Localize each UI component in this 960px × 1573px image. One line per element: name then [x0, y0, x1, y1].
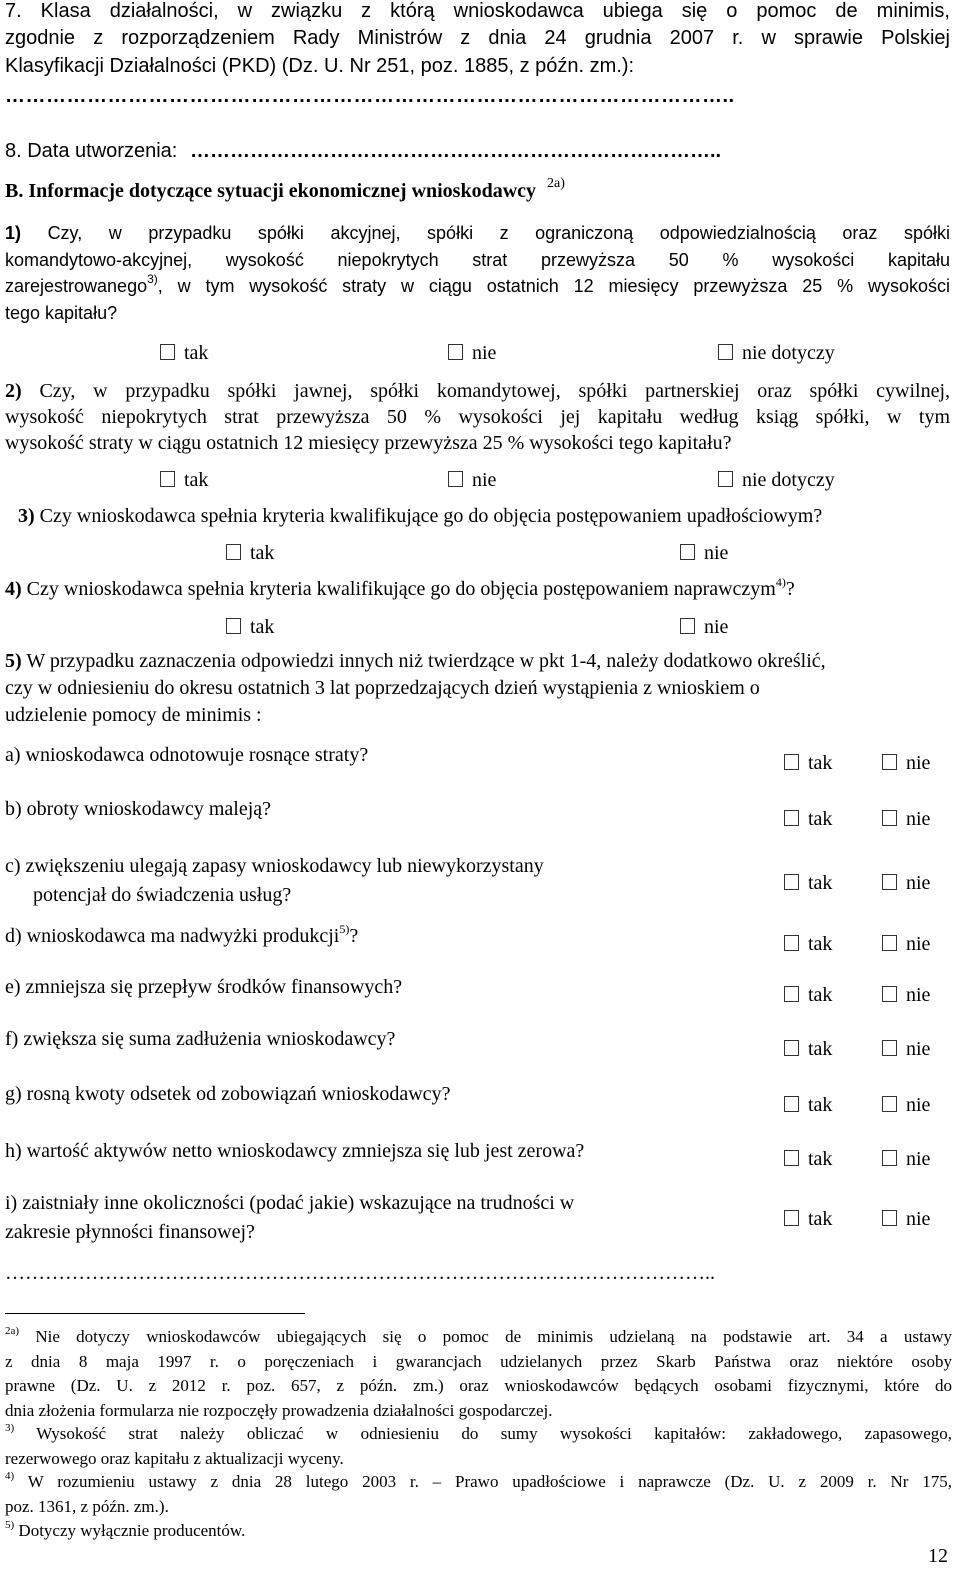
checkbox-icon — [718, 471, 733, 487]
checkbox-icon — [882, 754, 897, 770]
footnote-2a-line4: dnia złożenia formularza nie rozpoczęły prowadzenia działalności gospodarczej. — [5, 1401, 553, 1420]
checkbox-icon — [448, 471, 463, 487]
checkbox-icon — [784, 874, 799, 890]
q1-option-tak[interactable]: tak — [160, 342, 208, 365]
q4-text: 4) Czy wnioskodawca spełnia kryteria kwalifikujące go do objęcia postępowaniem naprawczym$^{4)}$? — [5, 575, 795, 600]
subq-b: b) obroty wnioskodawcy maleją? — [5, 798, 272, 820]
q1-line3: zarejestrowanego$^{3)}$, w tym wysokość straty w ciągu ostatnich 12 miesięcy przewyższa 25 % wysokości — [5, 272, 950, 296]
subq-g-nie[interactable]: nie — [882, 1094, 930, 1117]
q1-line2: komandytowo-akcyjnej, wysokość niepokrytych strat przewyższa 50 % wysokości kapitału — [5, 250, 950, 270]
footnote-4-line1: $^{4)}$ W rozumieniu ustawy z dnia 28 lutego 2003 r. – Prawo upadłościowe i naprawcze (Dz. U. z 2009 r. Nr 175, — [5, 1470, 952, 1491]
q1-line4: tego kapitału? — [5, 303, 118, 323]
subq-d: d) wnioskodawca ma nadwyżki produkcji$^{5)}$? — [5, 922, 359, 947]
q3-option-tak[interactable]: tak — [226, 542, 274, 565]
sec7-line3: Klasyfikacji Działalności (PKD) (Dz. U. Nr 251, poz. 1885, z późn. zm.): — [5, 55, 635, 77]
date-dots: …………………………………………………………………….. — [190, 140, 722, 162]
subq-b-tak[interactable]: tak — [784, 808, 832, 831]
subq-f-tak[interactable]: tak — [784, 1038, 832, 1061]
checkbox-icon — [226, 544, 241, 560]
subq-e-tak[interactable]: tak — [784, 984, 832, 1007]
checkbox-icon — [160, 471, 175, 487]
subq-f: f) zwiększa się suma zadłużenia wnioskodawcy? — [5, 1028, 396, 1050]
subq-c-tak[interactable]: tak — [784, 872, 832, 895]
q2-line2: wysokość niepokrytych strat przewyższa 50 % wysokości jej kapitału według ksiąg spółki, w tym — [5, 406, 950, 428]
footnote-2a-line3: prawne (Dz. U. z 2012 r. poz. 657, z późn. zm.) oraz wnioskodawców będących osobami fizycznymi, które do — [5, 1376, 952, 1395]
checkbox-icon — [680, 618, 695, 634]
subq-d-tak[interactable]: tak — [784, 933, 832, 956]
checkbox-icon — [680, 544, 695, 560]
subq-e-nie[interactable]: nie — [882, 984, 930, 1007]
sec7-line2: zgodnie z rozporządzeniem Rady Ministrów z dnia 24 grudnia 2007 r. w sprawie Polskiej — [5, 27, 950, 49]
subq-a: a) wnioskodawca odnotowuje rosnące straty? — [5, 744, 369, 766]
checkbox-icon — [448, 344, 463, 360]
q2-option-nie-dotyczy[interactable]: nie dotyczy — [718, 469, 835, 492]
q5-line1: 5) W przypadku zaznaczenia odpowiedzi innych niż twierdzące w pkt 1-4, należy dodatkowo określić, — [5, 650, 826, 672]
date-label: 8. Data utworzenia: — [5, 140, 178, 162]
trailing-dots: …………………………………………………………………………………………….. — [5, 1262, 715, 1284]
subq-i-line2: zakresie płynności finansowej? — [5, 1221, 255, 1243]
checkbox-icon — [784, 1096, 799, 1112]
q4-option-nie[interactable]: nie — [680, 616, 728, 639]
checkbox-icon — [784, 1150, 799, 1166]
checkbox-icon — [784, 1210, 799, 1226]
subq-c-line1: c) zwiększeniu ulegają zapasy wnioskodawcy lub niewykorzystany — [5, 855, 544, 877]
subq-i-tak[interactable]: tak — [784, 1208, 832, 1231]
checkbox-icon — [882, 810, 897, 826]
subq-c-nie[interactable]: nie — [882, 872, 930, 895]
subq-i-line1: i) zaistniały inne okoliczności (podać jakie) wskazujące na trudności w — [5, 1192, 575, 1214]
checkbox-icon — [882, 1096, 897, 1112]
subq-h: h) wartość aktywów netto wnioskodawcy zmniejsza się lub jest zerowa? — [5, 1140, 585, 1162]
checkbox-icon — [160, 344, 175, 360]
q2-line3: wysokość straty w ciągu ostatnich 12 miesięcy przewyższa 25 % wysokości tego kapitału? — [5, 432, 732, 454]
q1-option-nie-dotyczy[interactable]: nie dotyczy — [718, 342, 835, 365]
subq-b-nie[interactable]: nie — [882, 808, 930, 831]
subq-e: e) zmniejsza się przepływ środków finansowych? — [5, 976, 403, 998]
section-b-sup: 2a) — [547, 176, 565, 191]
sec7-line1: 7. Klasa działalności, w związku z którą wnioskodawca ubiega się o pomoc de minimis, — [5, 0, 950, 22]
q5-line2: czy w odniesieniu do okresu ostatnich 3 lat poprzedzających dzień wystąpienia z wnioskiem o — [5, 677, 760, 699]
subq-g: g) rosną kwoty odsetek od zobowiązań wnioskodawcy? — [5, 1083, 451, 1105]
footnote-3-line2: rezerwowego oraz kapitału z aktualizacji wyceny. — [5, 1449, 344, 1468]
page-number: 12 — [928, 1545, 948, 1567]
subq-a-tak[interactable]: tak — [784, 752, 832, 775]
subq-h-nie[interactable]: nie — [882, 1148, 930, 1171]
checkbox-icon — [784, 754, 799, 770]
checkbox-icon — [882, 1040, 897, 1056]
subq-a-nie[interactable]: nie — [882, 752, 930, 775]
subq-f-nie[interactable]: nie — [882, 1038, 930, 1061]
footnote-2a-line2: z dnia 8 maja 1997 r. o poręczeniach i gwarancjach udzielanych przez Skarb Państwa oraz niektóre osoby — [5, 1352, 952, 1371]
section-b-title: B. Informacje dotyczące sytuacji ekonomicznej wnioskodawcy $^{2a)}$ — [5, 176, 565, 202]
subq-h-tak[interactable]: tak — [784, 1148, 832, 1171]
q4-option-tak[interactable]: tak — [226, 616, 274, 639]
q3-text: 3) Czy wnioskodawca spełnia kryteria kwalifikujące go do objęcia postępowaniem upadłościowym? — [18, 505, 823, 527]
q3-option-nie[interactable]: nie — [680, 542, 728, 565]
q1-option-nie[interactable]: nie — [448, 342, 496, 365]
footnote-separator — [5, 1313, 305, 1314]
checkbox-icon — [784, 935, 799, 951]
subq-d-nie[interactable]: nie — [882, 933, 930, 956]
checkbox-icon — [882, 874, 897, 890]
subq-i-nie[interactable]: nie — [882, 1208, 930, 1231]
checkbox-icon — [882, 935, 897, 951]
checkbox-icon — [882, 1150, 897, 1166]
checkbox-icon — [882, 1210, 897, 1226]
subq-g-tak[interactable]: tak — [784, 1094, 832, 1117]
checkbox-icon — [882, 986, 897, 1002]
footnote-2a-line1: $^{2a)}$ Nie dotyczy wnioskodawców ubiegających się o pomoc de minimis udzielaną na podstawie art. 34 a ustawy — [5, 1325, 952, 1346]
q2-option-tak[interactable]: tak — [160, 469, 208, 492]
footnote-3-line1: $^{3)}$ Wysokość strat należy obliczać w odniesieniu do sumy wysokości kapitałów: zakładowego, zapasowego, — [5, 1422, 952, 1443]
footnote-4-line2: poz. 1361, z późn. zm.). — [5, 1497, 169, 1516]
subq-c-line2: potencjał do świadczenia usług? — [33, 884, 292, 906]
checkbox-icon — [784, 1040, 799, 1056]
q5-line3: udzielenie pomocy de minimis : — [5, 704, 262, 726]
q2-line1: 2) Czy, w przypadku spółki jawnej, spółki komandytowej, spółki partnerskiej oraz spółki cywilnej, — [5, 380, 950, 402]
pkd-dots: …………………………………………………………………………………………….. — [5, 85, 735, 107]
q1-line1: 1) Czy, w przypadku spółki akcyjnej, spółki z ograniczoną odpowiedzialnością oraz spółki — [5, 223, 950, 243]
checkbox-icon — [226, 618, 241, 634]
checkbox-icon — [718, 344, 733, 360]
checkbox-icon — [784, 986, 799, 1002]
footnote-5-line1: $^{5)}$ Dotyczy wyłącznie producentów. — [5, 1519, 246, 1540]
checkbox-icon — [784, 810, 799, 826]
q2-option-nie[interactable]: nie — [448, 469, 496, 492]
